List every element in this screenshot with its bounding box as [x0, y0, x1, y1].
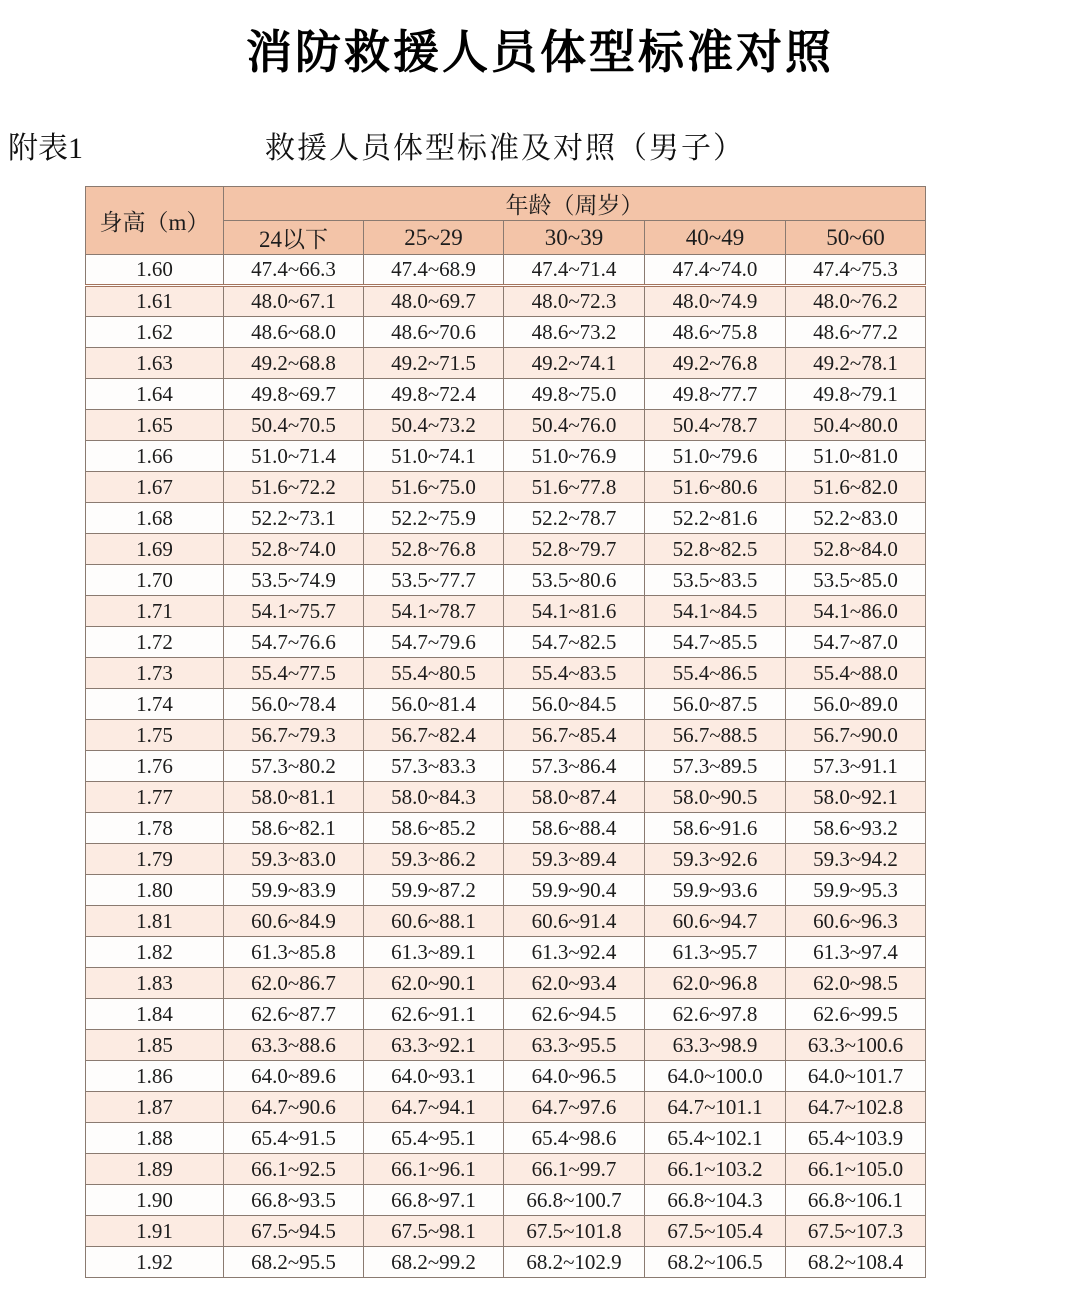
weight-range-cell: 64.0~96.5 — [504, 1061, 645, 1092]
weight-range-cell: 62.6~99.5 — [786, 999, 926, 1030]
weight-range-cell: 67.5~94.5 — [224, 1216, 364, 1247]
table-row — [86, 813, 926, 844]
table-row — [86, 906, 926, 937]
table-row — [86, 627, 926, 658]
weight-range-cell: 56.0~87.5 — [645, 689, 786, 720]
table-label: 附表1 — [8, 132, 83, 165]
table-row — [86, 317, 926, 348]
weight-range-cell: 49.8~75.0 — [504, 379, 645, 410]
weight-range-cell: 56.0~78.4 — [224, 689, 364, 720]
weight-range-cell: 50.4~78.7 — [645, 410, 786, 441]
weight-range-cell: 60.6~91.4 — [504, 906, 645, 937]
weight-range-cell: 51.0~81.0 — [786, 441, 926, 472]
weight-range-cell: 55.4~77.5 — [224, 658, 364, 689]
height-cell: 1.85 — [86, 1030, 224, 1061]
weight-range-cell: 61.3~92.4 — [504, 937, 645, 968]
weight-range-cell: 57.3~86.4 — [504, 751, 645, 782]
age-column-header: 24以下 — [224, 221, 364, 255]
weight-range-cell: 66.1~99.7 — [504, 1154, 645, 1185]
weight-range-cell: 66.8~93.5 — [224, 1185, 364, 1216]
weight-range-cell: 58.6~85.2 — [364, 813, 504, 844]
weight-range-cell: 66.8~106.1 — [786, 1185, 926, 1216]
weight-range-cell: 47.4~66.3 — [224, 255, 364, 286]
weight-range-cell: 59.9~93.6 — [645, 875, 786, 906]
weight-range-cell: 55.4~86.5 — [645, 658, 786, 689]
weight-range-cell: 57.3~91.1 — [786, 751, 926, 782]
weight-range-cell: 68.2~108.4 — [786, 1247, 926, 1278]
weight-range-cell: 48.6~77.2 — [786, 317, 926, 348]
table-row — [86, 844, 926, 875]
weight-range-cell: 68.2~102.9 — [504, 1247, 645, 1278]
height-cell: 1.62 — [86, 317, 224, 348]
height-cell: 1.61 — [86, 286, 224, 317]
weight-range-cell: 61.3~95.7 — [645, 937, 786, 968]
table-row — [86, 255, 926, 286]
weight-range-cell: 51.6~80.6 — [645, 472, 786, 503]
table-body — [86, 255, 926, 1278]
weight-range-cell: 49.8~69.7 — [224, 379, 364, 410]
weight-range-cell: 66.1~103.2 — [645, 1154, 786, 1185]
weight-range-cell: 64.0~89.6 — [224, 1061, 364, 1092]
table-row — [86, 441, 926, 472]
weight-range-cell: 57.3~83.3 — [364, 751, 504, 782]
weight-range-cell: 47.4~71.4 — [504, 255, 645, 286]
weight-range-cell: 64.7~102.8 — [786, 1092, 926, 1123]
weight-range-cell: 52.8~74.0 — [224, 534, 364, 565]
weight-range-cell: 63.3~88.6 — [224, 1030, 364, 1061]
height-cell: 1.64 — [86, 379, 224, 410]
weight-range-cell: 62.0~90.1 — [364, 968, 504, 999]
weight-range-cell: 61.3~89.1 — [364, 937, 504, 968]
weight-range-cell: 57.3~80.2 — [224, 751, 364, 782]
height-cell: 1.79 — [86, 844, 224, 875]
height-cell: 1.77 — [86, 782, 224, 813]
table-caption: 救援人员体型标准及对照（男子） — [265, 132, 745, 165]
weight-range-cell: 58.6~93.2 — [786, 813, 926, 844]
weight-range-cell: 48.0~72.3 — [504, 286, 645, 317]
weight-range-cell: 58.6~82.1 — [224, 813, 364, 844]
age-column-header: 40~49 — [645, 221, 786, 255]
table-header — [86, 187, 926, 255]
weight-range-cell: 48.0~76.2 — [786, 286, 926, 317]
weight-range-cell: 54.1~75.7 — [224, 596, 364, 627]
weight-range-cell: 64.7~101.1 — [645, 1092, 786, 1123]
table-row — [86, 999, 926, 1030]
weight-range-cell: 65.4~103.9 — [786, 1123, 926, 1154]
height-cell: 1.88 — [86, 1123, 224, 1154]
height-cell: 1.76 — [86, 751, 224, 782]
weight-range-cell: 49.2~76.8 — [645, 348, 786, 379]
height-cell: 1.78 — [86, 813, 224, 844]
weight-range-cell: 65.4~102.1 — [645, 1123, 786, 1154]
weight-range-cell: 54.7~76.6 — [224, 627, 364, 658]
height-cell: 1.72 — [86, 627, 224, 658]
table-row — [86, 1061, 926, 1092]
table-row — [86, 1030, 926, 1061]
height-cell: 1.63 — [86, 348, 224, 379]
table-row — [86, 720, 926, 751]
weight-range-cell: 52.2~83.0 — [786, 503, 926, 534]
weight-range-cell: 54.1~84.5 — [645, 596, 786, 627]
weight-range-cell: 52.8~76.8 — [364, 534, 504, 565]
weight-range-cell: 54.1~86.0 — [786, 596, 926, 627]
age-column-header: 25~29 — [364, 221, 504, 255]
weight-range-cell: 60.6~96.3 — [786, 906, 926, 937]
weight-range-cell: 66.8~100.7 — [504, 1185, 645, 1216]
table-row — [86, 472, 926, 503]
table-row — [86, 937, 926, 968]
weight-range-cell: 54.1~78.7 — [364, 596, 504, 627]
table-row — [86, 379, 926, 410]
weight-range-cell: 51.6~77.8 — [504, 472, 645, 503]
height-cell: 1.68 — [86, 503, 224, 534]
weight-range-cell: 47.4~74.0 — [645, 255, 786, 286]
table-row — [86, 782, 926, 813]
weight-range-cell: 51.6~75.0 — [364, 472, 504, 503]
height-cell: 1.71 — [86, 596, 224, 627]
weight-range-cell: 56.7~82.4 — [364, 720, 504, 751]
weight-range-cell: 58.0~84.3 — [364, 782, 504, 813]
weight-range-cell: 65.4~95.1 — [364, 1123, 504, 1154]
table-row — [86, 348, 926, 379]
height-cell: 1.87 — [86, 1092, 224, 1123]
weight-range-cell: 57.3~89.5 — [645, 751, 786, 782]
weight-range-cell: 62.6~97.8 — [645, 999, 786, 1030]
weight-range-cell: 65.4~98.6 — [504, 1123, 645, 1154]
weight-range-cell: 67.5~101.8 — [504, 1216, 645, 1247]
weight-range-cell: 60.6~84.9 — [224, 906, 364, 937]
weight-range-cell: 68.2~95.5 — [224, 1247, 364, 1278]
weight-range-cell: 68.2~106.5 — [645, 1247, 786, 1278]
weight-range-cell: 51.6~72.2 — [224, 472, 364, 503]
table-row — [86, 1154, 926, 1185]
weight-range-cell: 53.5~74.9 — [224, 565, 364, 596]
height-cell: 1.86 — [86, 1061, 224, 1092]
age-column-header: 50~60 — [786, 221, 926, 255]
weight-range-cell: 59.3~89.4 — [504, 844, 645, 875]
height-cell: 1.75 — [86, 720, 224, 751]
body-weight-standard-table — [85, 186, 926, 1278]
weight-range-cell: 52.2~75.9 — [364, 503, 504, 534]
table-row — [86, 875, 926, 906]
table-row — [86, 410, 926, 441]
weight-range-cell: 61.3~97.4 — [786, 937, 926, 968]
weight-range-cell: 53.5~77.7 — [364, 565, 504, 596]
weight-range-cell: 66.1~105.0 — [786, 1154, 926, 1185]
table-row — [86, 596, 926, 627]
weight-range-cell: 54.1~81.6 — [504, 596, 645, 627]
height-cell: 1.60 — [86, 255, 224, 286]
weight-range-cell: 49.2~74.1 — [504, 348, 645, 379]
weight-range-cell: 66.8~97.1 — [364, 1185, 504, 1216]
weight-range-cell: 64.7~90.6 — [224, 1092, 364, 1123]
weight-range-cell: 58.0~81.1 — [224, 782, 364, 813]
weight-range-cell: 64.7~94.1 — [364, 1092, 504, 1123]
weight-range-cell: 47.4~75.3 — [786, 255, 926, 286]
weight-range-cell: 48.6~75.8 — [645, 317, 786, 348]
height-cell: 1.90 — [86, 1185, 224, 1216]
weight-range-cell: 66.8~104.3 — [645, 1185, 786, 1216]
table-row — [86, 658, 926, 689]
weight-range-cell: 49.8~72.4 — [364, 379, 504, 410]
table-row — [86, 689, 926, 720]
weight-range-cell: 58.0~90.5 — [645, 782, 786, 813]
weight-range-cell: 56.7~88.5 — [645, 720, 786, 751]
weight-range-cell: 49.8~79.1 — [786, 379, 926, 410]
table-row — [86, 565, 926, 596]
weight-range-cell: 52.2~81.6 — [645, 503, 786, 534]
height-cell: 1.70 — [86, 565, 224, 596]
table-row — [86, 286, 926, 317]
height-cell: 1.73 — [86, 658, 224, 689]
corner-header-cell: 身高（m） — [86, 187, 224, 255]
height-cell: 1.66 — [86, 441, 224, 472]
weight-range-cell: 50.4~76.0 — [504, 410, 645, 441]
weight-range-cell: 68.2~99.2 — [364, 1247, 504, 1278]
table-row — [86, 534, 926, 565]
weight-range-cell: 63.3~100.6 — [786, 1030, 926, 1061]
height-cell: 1.92 — [86, 1247, 224, 1278]
weight-range-cell: 51.0~76.9 — [504, 441, 645, 472]
weight-range-cell: 59.9~95.3 — [786, 875, 926, 906]
height-cell: 1.84 — [86, 999, 224, 1030]
weight-range-cell: 54.7~82.5 — [504, 627, 645, 658]
weight-range-cell: 53.5~85.0 — [786, 565, 926, 596]
weight-range-cell: 62.0~96.8 — [645, 968, 786, 999]
weight-range-cell: 67.5~98.1 — [364, 1216, 504, 1247]
height-cell: 1.81 — [86, 906, 224, 937]
weight-range-cell: 58.0~92.1 — [786, 782, 926, 813]
weight-range-cell: 53.5~83.5 — [645, 565, 786, 596]
height-cell: 1.69 — [86, 534, 224, 565]
table-row — [86, 968, 926, 999]
weight-range-cell: 58.0~87.4 — [504, 782, 645, 813]
weight-range-cell: 59.9~83.9 — [224, 875, 364, 906]
height-cell: 1.65 — [86, 410, 224, 441]
height-cell: 1.89 — [86, 1154, 224, 1185]
weight-range-cell: 48.0~74.9 — [645, 286, 786, 317]
weight-range-cell: 67.5~105.4 — [645, 1216, 786, 1247]
age-group-header-cell: 年龄（周岁） — [224, 187, 926, 221]
weight-range-cell: 51.0~71.4 — [224, 441, 364, 472]
weight-range-cell: 59.3~92.6 — [645, 844, 786, 875]
weight-range-cell: 48.0~69.7 — [364, 286, 504, 317]
weight-range-cell: 48.6~73.2 — [504, 317, 645, 348]
table-row — [86, 751, 926, 782]
weight-range-cell: 64.0~101.7 — [786, 1061, 926, 1092]
weight-range-cell: 52.2~73.1 — [224, 503, 364, 534]
table-row — [86, 1092, 926, 1123]
height-cell: 1.83 — [86, 968, 224, 999]
weight-range-cell: 63.3~92.1 — [364, 1030, 504, 1061]
table-row — [86, 1123, 926, 1154]
weight-range-cell: 48.0~67.1 — [224, 286, 364, 317]
weight-range-cell: 59.9~90.4 — [504, 875, 645, 906]
header-group-row — [86, 187, 926, 221]
weight-range-cell: 55.4~88.0 — [786, 658, 926, 689]
weight-range-cell: 49.2~78.1 — [786, 348, 926, 379]
weight-range-cell: 49.8~77.7 — [645, 379, 786, 410]
weight-range-cell: 49.2~71.5 — [364, 348, 504, 379]
weight-range-cell: 59.3~94.2 — [786, 844, 926, 875]
weight-range-cell: 56.7~90.0 — [786, 720, 926, 751]
weight-range-cell: 56.0~81.4 — [364, 689, 504, 720]
weight-range-cell: 51.6~82.0 — [786, 472, 926, 503]
height-cell: 1.80 — [86, 875, 224, 906]
weight-range-cell: 62.0~93.4 — [504, 968, 645, 999]
weight-range-cell: 61.3~85.8 — [224, 937, 364, 968]
weight-range-cell: 62.0~86.7 — [224, 968, 364, 999]
weight-range-cell: 47.4~68.9 — [364, 255, 504, 286]
weight-range-cell: 51.0~74.1 — [364, 441, 504, 472]
weight-range-cell: 59.3~83.0 — [224, 844, 364, 875]
weight-range-cell: 55.4~83.5 — [504, 658, 645, 689]
height-cell: 1.67 — [86, 472, 224, 503]
weight-range-cell: 54.7~79.6 — [364, 627, 504, 658]
weight-range-cell: 56.0~84.5 — [504, 689, 645, 720]
weight-range-cell: 55.4~80.5 — [364, 658, 504, 689]
weight-range-cell: 62.6~87.7 — [224, 999, 364, 1030]
weight-range-cell: 53.5~80.6 — [504, 565, 645, 596]
weight-range-cell: 64.0~100.0 — [645, 1061, 786, 1092]
weight-range-cell: 66.1~96.1 — [364, 1154, 504, 1185]
weight-range-cell: 60.6~94.7 — [645, 906, 786, 937]
weight-range-cell: 50.4~80.0 — [786, 410, 926, 441]
weight-range-cell: 59.9~87.2 — [364, 875, 504, 906]
weight-range-cell: 64.7~97.6 — [504, 1092, 645, 1123]
weight-range-cell: 54.7~85.5 — [645, 627, 786, 658]
weight-range-cell: 48.6~68.0 — [224, 317, 364, 348]
weight-range-cell: 66.1~92.5 — [224, 1154, 364, 1185]
age-column-header: 30~39 — [504, 221, 645, 255]
weight-range-cell: 52.8~79.7 — [504, 534, 645, 565]
weight-range-cell: 51.0~79.6 — [645, 441, 786, 472]
weight-range-cell: 54.7~87.0 — [786, 627, 926, 658]
page-title: 消防救援人员体型标准对照 — [246, 27, 834, 78]
weight-range-cell: 48.6~70.6 — [364, 317, 504, 348]
weight-range-cell: 52.8~82.5 — [645, 534, 786, 565]
table-row — [86, 1247, 926, 1278]
table-row — [86, 1185, 926, 1216]
weight-range-cell: 60.6~88.1 — [364, 906, 504, 937]
table-row — [86, 1216, 926, 1247]
weight-range-cell: 52.2~78.7 — [504, 503, 645, 534]
caption-row — [0, 128, 1080, 170]
weight-range-cell: 50.4~73.2 — [364, 410, 504, 441]
height-cell: 1.91 — [86, 1216, 224, 1247]
weight-range-cell: 62.6~94.5 — [504, 999, 645, 1030]
weight-range-cell: 67.5~107.3 — [786, 1216, 926, 1247]
weight-range-cell: 56.7~79.3 — [224, 720, 364, 751]
weight-range-cell: 65.4~91.5 — [224, 1123, 364, 1154]
height-cell: 1.74 — [86, 689, 224, 720]
weight-range-cell: 62.0~98.5 — [786, 968, 926, 999]
weight-range-cell: 58.6~91.6 — [645, 813, 786, 844]
table-row — [86, 503, 926, 534]
height-cell: 1.82 — [86, 937, 224, 968]
weight-range-cell: 49.2~68.8 — [224, 348, 364, 379]
weight-range-cell: 56.7~85.4 — [504, 720, 645, 751]
weight-range-cell: 63.3~98.9 — [645, 1030, 786, 1061]
weight-range-cell: 52.8~84.0 — [786, 534, 926, 565]
weight-range-cell: 56.0~89.0 — [786, 689, 926, 720]
weight-range-cell: 59.3~86.2 — [364, 844, 504, 875]
weight-range-cell: 50.4~70.5 — [224, 410, 364, 441]
weight-range-cell: 63.3~95.5 — [504, 1030, 645, 1061]
weight-range-cell: 58.6~88.4 — [504, 813, 645, 844]
weight-range-cell: 64.0~93.1 — [364, 1061, 504, 1092]
weight-range-cell: 62.6~91.1 — [364, 999, 504, 1030]
